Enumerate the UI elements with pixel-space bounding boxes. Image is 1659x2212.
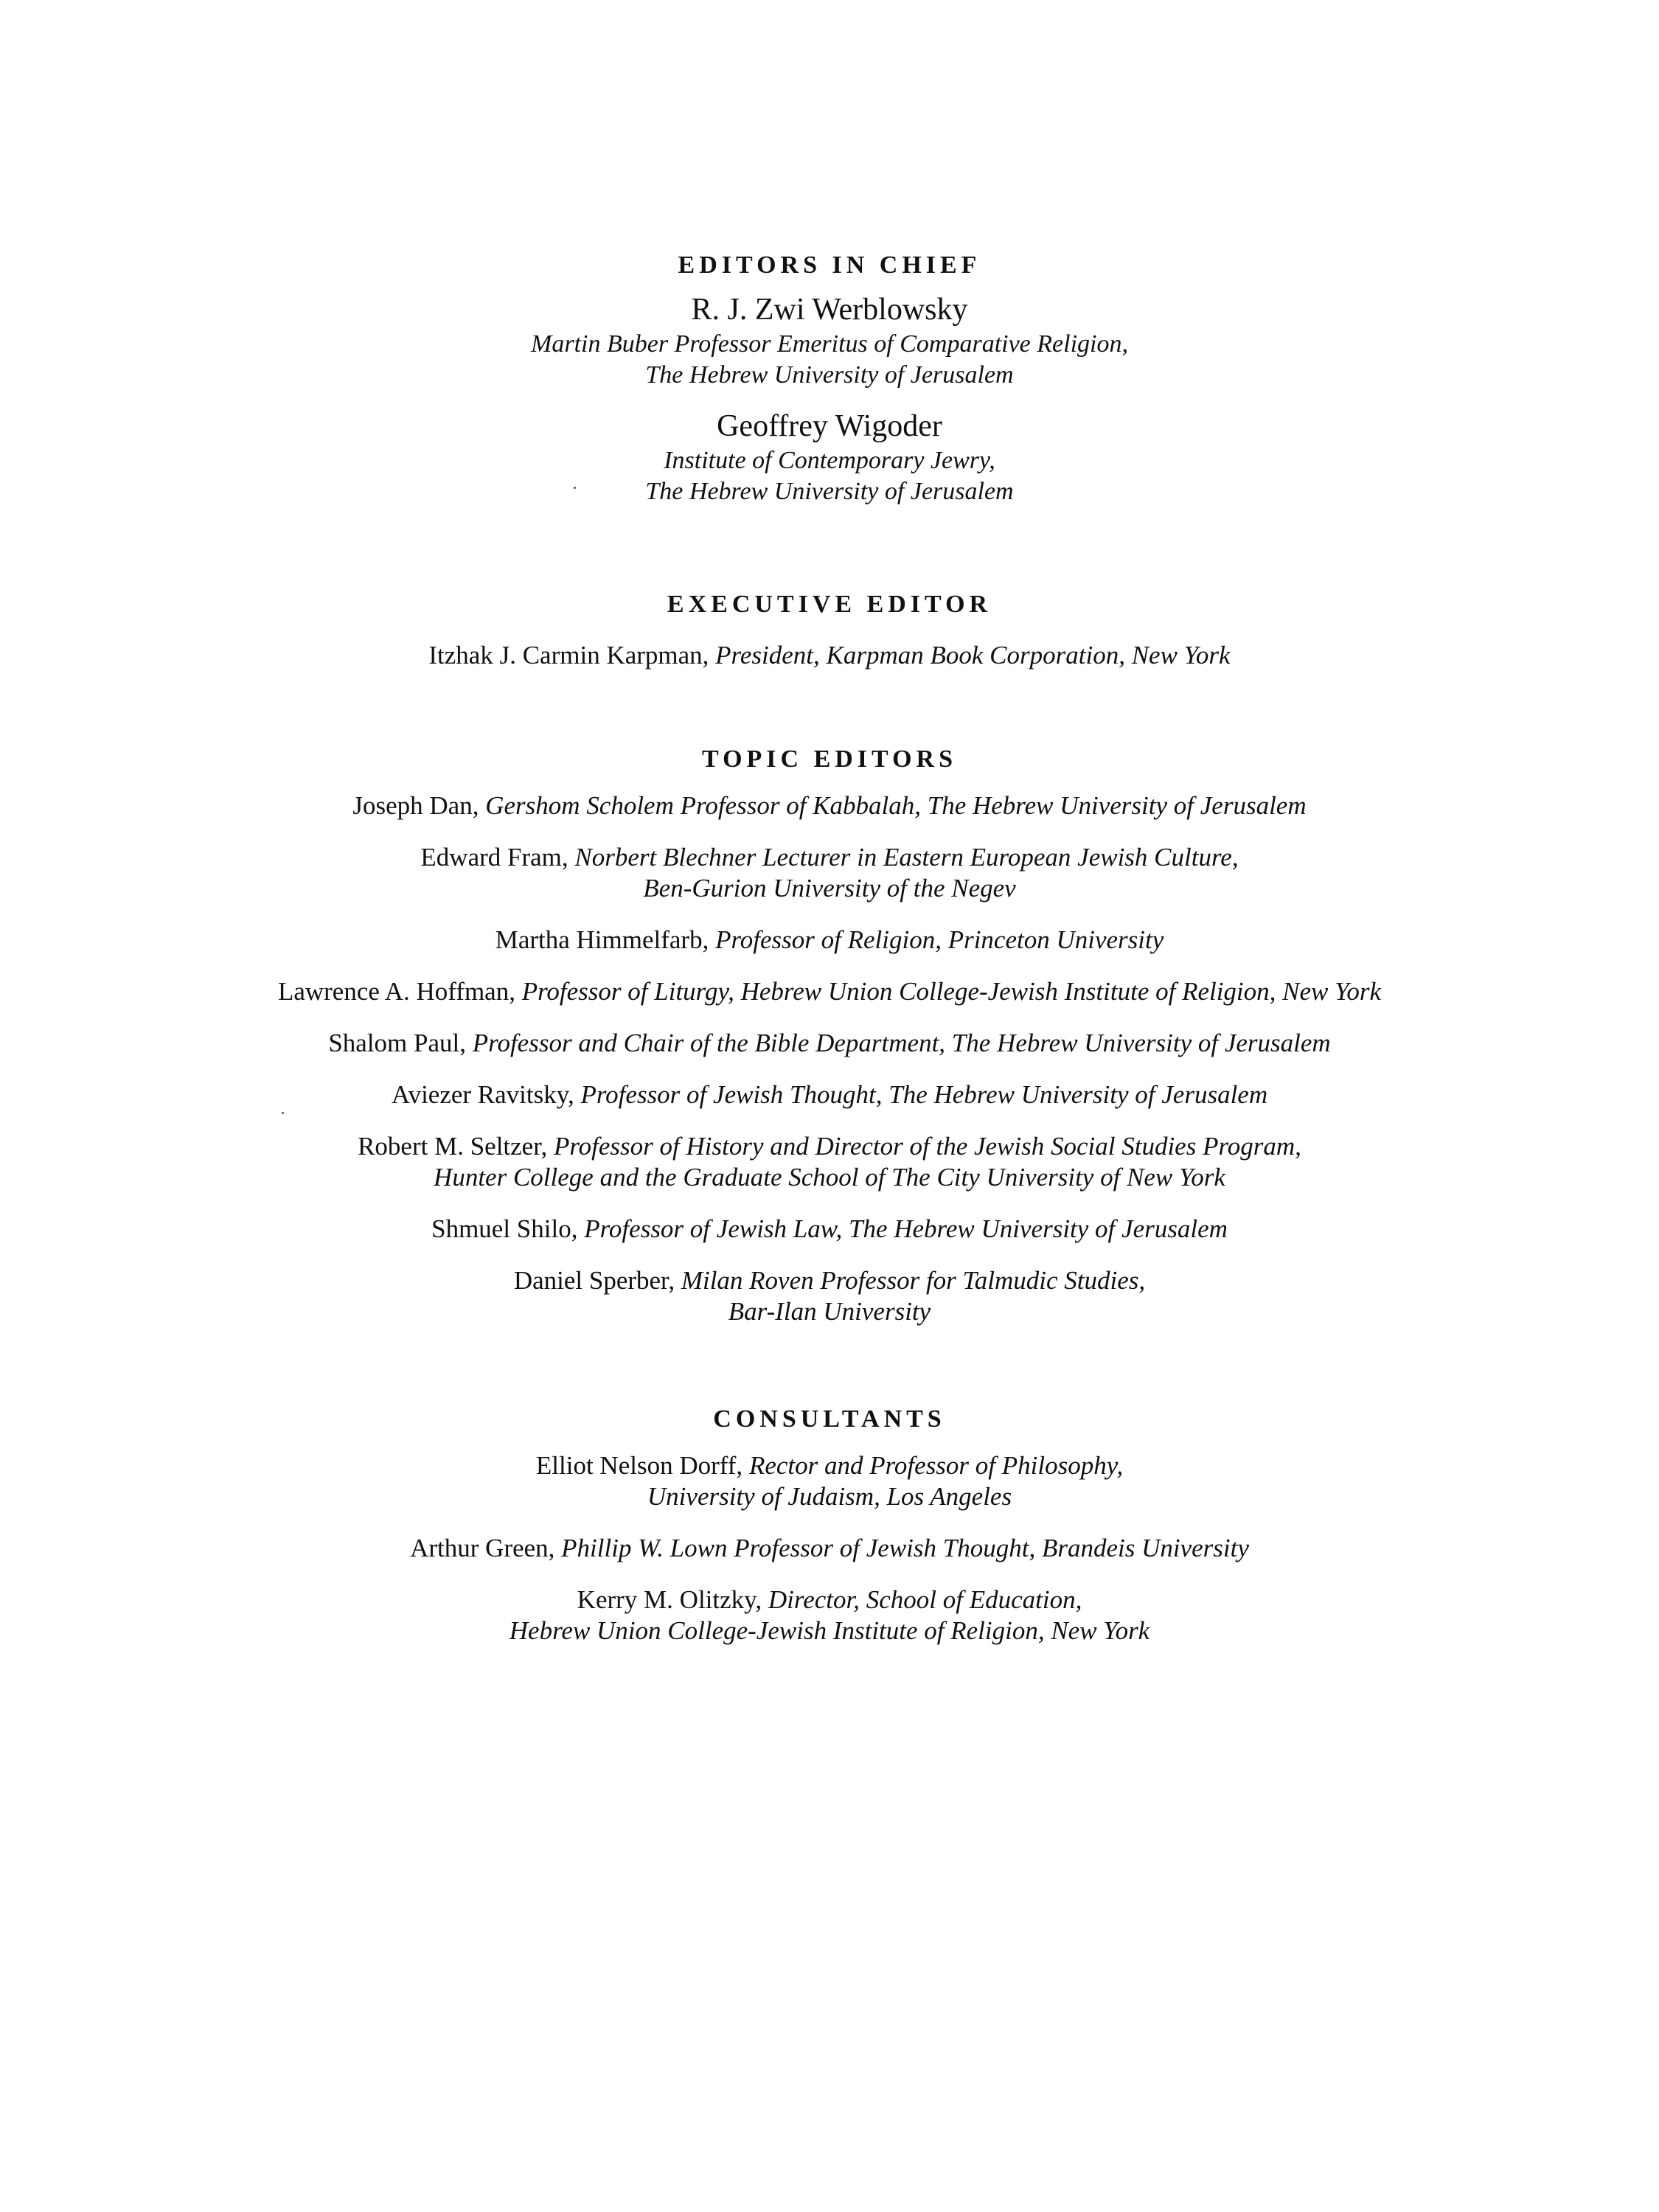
topic-editor-entry — [0, 1265, 1659, 1327]
topic-editors-heading: TOPIC EDITORS — [702, 745, 957, 773]
editors-in-chief-heading: EDITORS IN CHIEF — [678, 251, 981, 279]
topic-editor-name: Shmuel Shilo, — [431, 1214, 578, 1243]
consultant-affiliation-continued: Hebrew Union College-Jewish Institute of Religion, New York — [509, 1616, 1150, 1645]
topic-editor-entry — [0, 1214, 1659, 1245]
topic-editor-entry — [0, 842, 1659, 904]
executive-editor-name: Itzhak J. Carmin Karpman, — [428, 641, 709, 669]
topic-editor-affiliation: Professor of Liturgy, Hebrew Union College-Jewish Institute of Religion, New York — [521, 977, 1382, 1006]
topic-editor-entry — [0, 790, 1659, 821]
topic-editor-name: Aviezer Ravitsky, — [391, 1080, 574, 1109]
topic-editor-name: Martha Himmelfarb, — [495, 925, 709, 954]
topic-editor-affiliation-continued: Ben-Gurion University of the Negev — [643, 874, 1016, 902]
topic-editor-name: Edward Fram, — [420, 843, 568, 872]
topic-editor-affiliation: Professor of Jewish Thought, The Hebrew University of Jerusalem — [580, 1080, 1268, 1109]
consultant-name: Arthur Green, — [410, 1534, 555, 1562]
consultant-affiliation-continued: University of Judaism, Los Angeles — [647, 1482, 1012, 1511]
chief-editor-affiliation: Institute of Contemporary Jewry, — [664, 447, 995, 474]
topic-editor-entry — [0, 925, 1659, 956]
executive-editor-section — [0, 590, 1659, 671]
topic-editor-affiliation: Gershom Scholem Professor of Kabbalah, The Hebrew University of Jerusalem — [485, 791, 1307, 820]
consultant-affiliation: Phillip W. Lown Professor of Jewish Thought, Brandeis University — [561, 1534, 1249, 1562]
topic-editor-name: Joseph Dan, — [352, 791, 479, 820]
scan-speck — [282, 1112, 284, 1114]
topic-editor-affiliation: Professor of Religion, Princeton University — [715, 925, 1164, 954]
topic-editor-entry — [0, 976, 1659, 1007]
topic-editor-affiliation-continued: Bar-Ilan University — [728, 1297, 931, 1326]
consultant-entry — [0, 1585, 1659, 1646]
executive-editor-heading: EXECUTIVE EDITOR — [667, 591, 992, 618]
topic-editor-affiliation: Professor of Jewish Law, The Hebrew University of Jerusalem — [584, 1214, 1228, 1243]
chief-editor-name: Geoffrey Wigoder — [717, 409, 942, 443]
topic-editor-affiliation: Professor and Chair of the Bible Department, The Hebrew University of Jerusalem — [472, 1029, 1331, 1057]
consultant-entry — [0, 1450, 1659, 1512]
chief-editor-entry — [0, 407, 1659, 507]
chief-editor-name: R. J. Zwi Werblowsky — [691, 293, 968, 327]
chief-editor-affiliation: The Hebrew University of Jerusalem — [645, 478, 1014, 505]
consultants-section — [0, 1405, 1659, 1646]
topic-editor-name: Shalom Paul, — [328, 1029, 466, 1057]
consultant-affiliation: Director, School of Education, — [768, 1585, 1082, 1614]
consultant-name: Elliot Nelson Dorff, — [535, 1451, 743, 1480]
topic-editor-name: Robert M. Seltzer, — [358, 1132, 548, 1161]
consultants-heading: CONSULTANTS — [713, 1405, 946, 1433]
topic-editor-name: Daniel Sperber, — [513, 1266, 675, 1295]
topic-editor-entry — [0, 1131, 1659, 1193]
editors-in-chief-section — [0, 251, 1659, 507]
consultant-name: Kerry M. Olitzky, — [577, 1585, 762, 1614]
topic-editor-entry — [0, 1079, 1659, 1110]
executive-editor-entry — [0, 640, 1659, 671]
topic-editor-affiliation-continued: Hunter College and the Graduate School of The City University of New York — [434, 1163, 1225, 1192]
consultant-entry — [0, 1533, 1659, 1564]
topic-editor-entry — [0, 1028, 1659, 1059]
scan-speck — [574, 487, 576, 489]
topic-editor-affiliation: Professor of History and Director of the Jewish Social Studies Program, — [553, 1132, 1301, 1161]
executive-editor-affiliation: President, Karpman Book Corporation, New York — [715, 641, 1231, 669]
topic-editor-affiliation: Milan Roven Professor for Talmudic Studies, — [681, 1266, 1146, 1295]
chief-editor-entry — [0, 291, 1659, 391]
chief-editor-affiliation: The Hebrew University of Jerusalem — [645, 361, 1014, 389]
topic-editor-name: Lawrence A. Hoffman, — [277, 977, 515, 1006]
topic-editor-affiliation: Norbert Blechner Lecturer in Eastern European Jewish Culture, — [574, 843, 1239, 872]
consultant-affiliation: Rector and Professor of Philosophy, — [748, 1451, 1124, 1480]
topic-editors-section — [0, 745, 1659, 1327]
chief-editor-affiliation: Martin Buber Professor Emeritus of Comparative Religion, — [531, 330, 1128, 358]
